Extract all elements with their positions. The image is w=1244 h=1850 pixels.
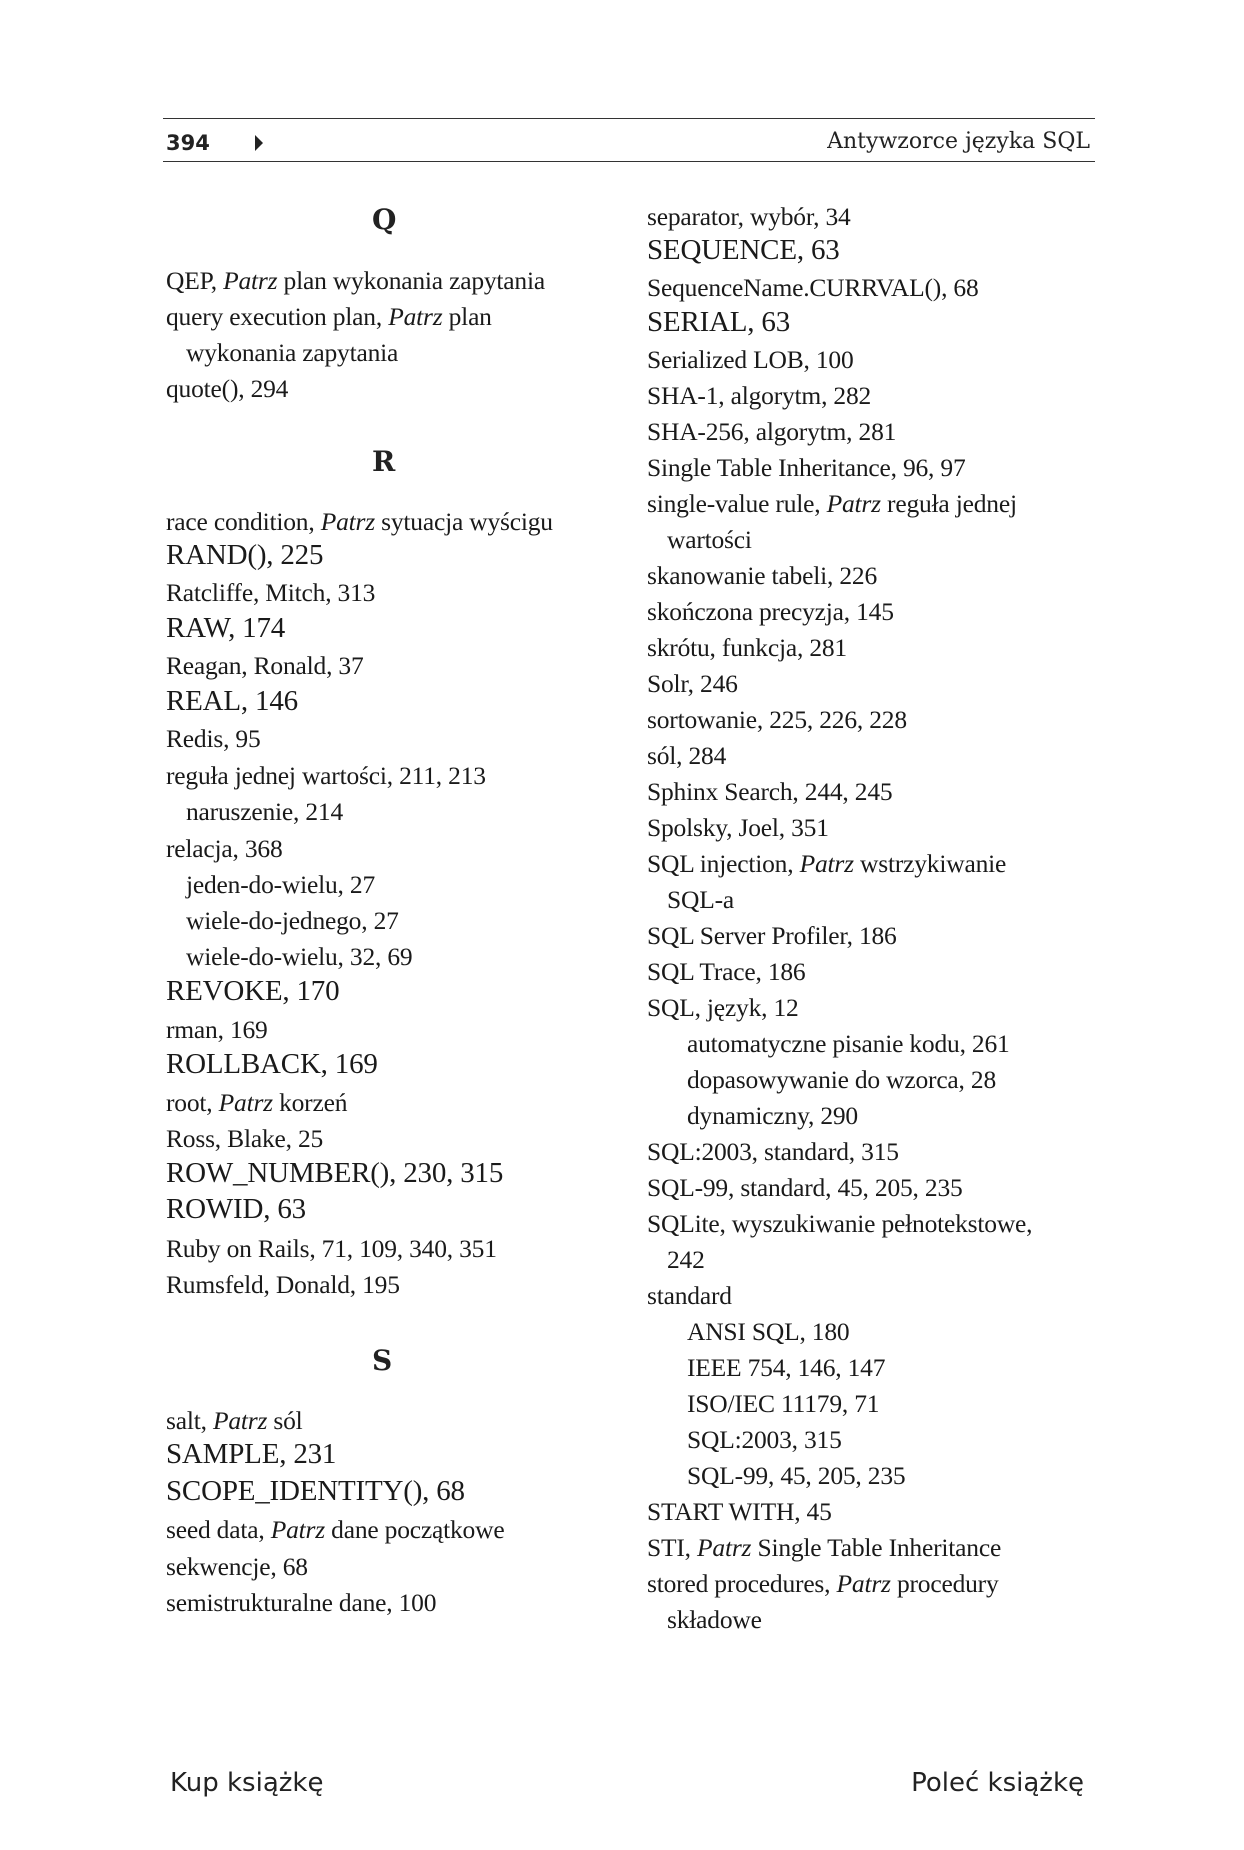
index-entry: SHA-256, algorytm, 281: [647, 417, 897, 446]
index-subentry: wiele-do-jednego, 27: [186, 906, 399, 935]
section-letter-r: R: [372, 445, 396, 478]
index-entry: SQL:2003, standard, 315: [647, 1137, 899, 1166]
header-rule-top: [163, 118, 1095, 119]
index-entry: SQL Server Profiler, 186: [647, 921, 897, 950]
index-subentry: ANSI SQL, 180: [687, 1317, 850, 1346]
index-entry: START WITH, 45: [647, 1497, 832, 1526]
index-subentry: automatyczne pisanie kodu, 261: [687, 1029, 1010, 1058]
index-entry: Sphinx Search, 244, 245: [647, 777, 893, 806]
index-entry: Ross, Blake, 25: [166, 1124, 324, 1153]
index-entry: quote(), 294: [166, 374, 289, 403]
index-entry: sól, 284: [647, 741, 727, 770]
index-entry: SQL Trace, 186: [647, 957, 806, 986]
index-subentry: ISO/IEC 11179, 71: [687, 1389, 880, 1418]
index-entry: skrótu, funkcja, 281: [647, 633, 847, 662]
index-entry: ROW_NUMBER(), 230, 315: [166, 1157, 504, 1189]
index-subentry: wiele-do-wielu, 32, 69: [186, 942, 413, 971]
index-entry: Ratcliffe, Mitch, 313: [166, 578, 376, 607]
recommend-book-link[interactable]: Poleć książkę: [911, 1768, 1084, 1798]
index-subentry: dopasowywanie do wzorca, 28: [687, 1065, 997, 1094]
index-entry: RAND(), 225: [166, 539, 324, 571]
index-entry: QEP, Patrz plan wykonania zapytania: [166, 266, 545, 295]
index-entry: root, Patrz korzeń: [166, 1088, 348, 1117]
index-entry: relacja, 368: [166, 834, 283, 863]
index-entry: skanowanie tabeli, 226: [647, 561, 877, 590]
index-entry: SCOPE_IDENTITY(), 68: [166, 1475, 465, 1507]
index-entry: Solr, 246: [647, 669, 738, 698]
page-number: 394: [166, 131, 210, 155]
index-subentry: SQL-99, 45, 205, 235: [687, 1461, 906, 1490]
index-entry-continuation: wykonania zapytania: [186, 338, 399, 367]
index-entry: sortowanie, 225, 226, 228: [647, 705, 907, 734]
index-entry: Redis, 95: [166, 724, 261, 753]
index-entry: Spolsky, Joel, 351: [647, 813, 829, 842]
index-entry: seed data, Patrz dane początkowe: [166, 1515, 505, 1544]
index-entry: SERIAL, 63: [647, 306, 791, 338]
index-subentry: jeden-do-wielu, 27: [186, 870, 376, 899]
index-entry-continuation: SQL-a: [667, 885, 734, 914]
index-entry: Single Table Inheritance, 96, 97: [647, 453, 966, 482]
index-entry: Reagan, Ronald, 37: [166, 651, 364, 680]
index-subentry: IEEE 754, 146, 147: [687, 1353, 886, 1382]
header-rule-bottom: [163, 161, 1095, 162]
index-entry: SQLite, wyszukiwanie pełnotekstowe,: [647, 1209, 1033, 1238]
index-entry-continuation: składowe: [667, 1605, 762, 1634]
index-entry: single-value rule, Patrz reguła jednej: [647, 489, 1017, 518]
index-entry: Serialized LOB, 100: [647, 345, 854, 374]
index-entry: separator, wybór, 34: [647, 202, 851, 231]
index-entry: salt, Patrz sól: [166, 1406, 303, 1435]
index-entry: reguła jednej wartości, 211, 213: [166, 761, 486, 790]
index-entry-continuation: 242: [667, 1245, 705, 1274]
index-entry: Ruby on Rails, 71, 109, 340, 351: [166, 1234, 497, 1263]
index-entry: ROWID, 63: [166, 1193, 306, 1225]
index-entry: semistrukturalne dane, 100: [166, 1588, 437, 1617]
buy-book-link[interactable]: Kup książkę: [170, 1768, 324, 1798]
index-entry: SequenceName.CURRVAL(), 68: [647, 273, 979, 302]
index-entry: SHA-1, algorytm, 282: [647, 381, 872, 410]
index-entry: ROLLBACK, 169: [166, 1048, 378, 1080]
index-entry: STI, Patrz Single Table Inheritance: [647, 1533, 1002, 1562]
section-letter-s: S: [372, 1344, 393, 1377]
index-subentry: SQL:2003, 315: [687, 1425, 842, 1454]
section-letter-q: Q: [372, 203, 397, 236]
index-entry: skończona precyzja, 145: [647, 597, 894, 626]
index-entry: SQL-99, standard, 45, 205, 235: [647, 1173, 963, 1202]
index-entry: REAL, 146: [166, 685, 298, 717]
index-subentry: naruszenie, 214: [186, 797, 344, 826]
index-entry: RAW, 174: [166, 612, 286, 644]
index-entry: stored procedures, Patrz procedury: [647, 1569, 999, 1598]
index-entry: Rumsfeld, Donald, 195: [166, 1270, 400, 1299]
index-entry: sekwencje, 68: [166, 1552, 308, 1581]
index-entry: SAMPLE, 231: [166, 1438, 337, 1470]
index-entry: REVOKE, 170: [166, 975, 340, 1007]
index-entry: rman, 169: [166, 1015, 268, 1044]
index-entry: SEQUENCE, 63: [647, 234, 840, 266]
index-entry: query execution plan, Patrz plan: [166, 302, 492, 331]
index-entry: SQL, język, 12: [647, 993, 799, 1022]
arrow-right-icon: [255, 135, 263, 151]
index-entry: race condition, Patrz sytuacja wyścigu: [166, 507, 553, 536]
index-entry: standard: [647, 1281, 732, 1310]
running-head: Antywzorce języka SQL: [827, 129, 1090, 154]
index-subentry: dynamiczny, 290: [687, 1101, 858, 1130]
index-entry: SQL injection, Patrz wstrzykiwanie: [647, 849, 1007, 878]
index-entry-continuation: wartości: [667, 525, 752, 554]
